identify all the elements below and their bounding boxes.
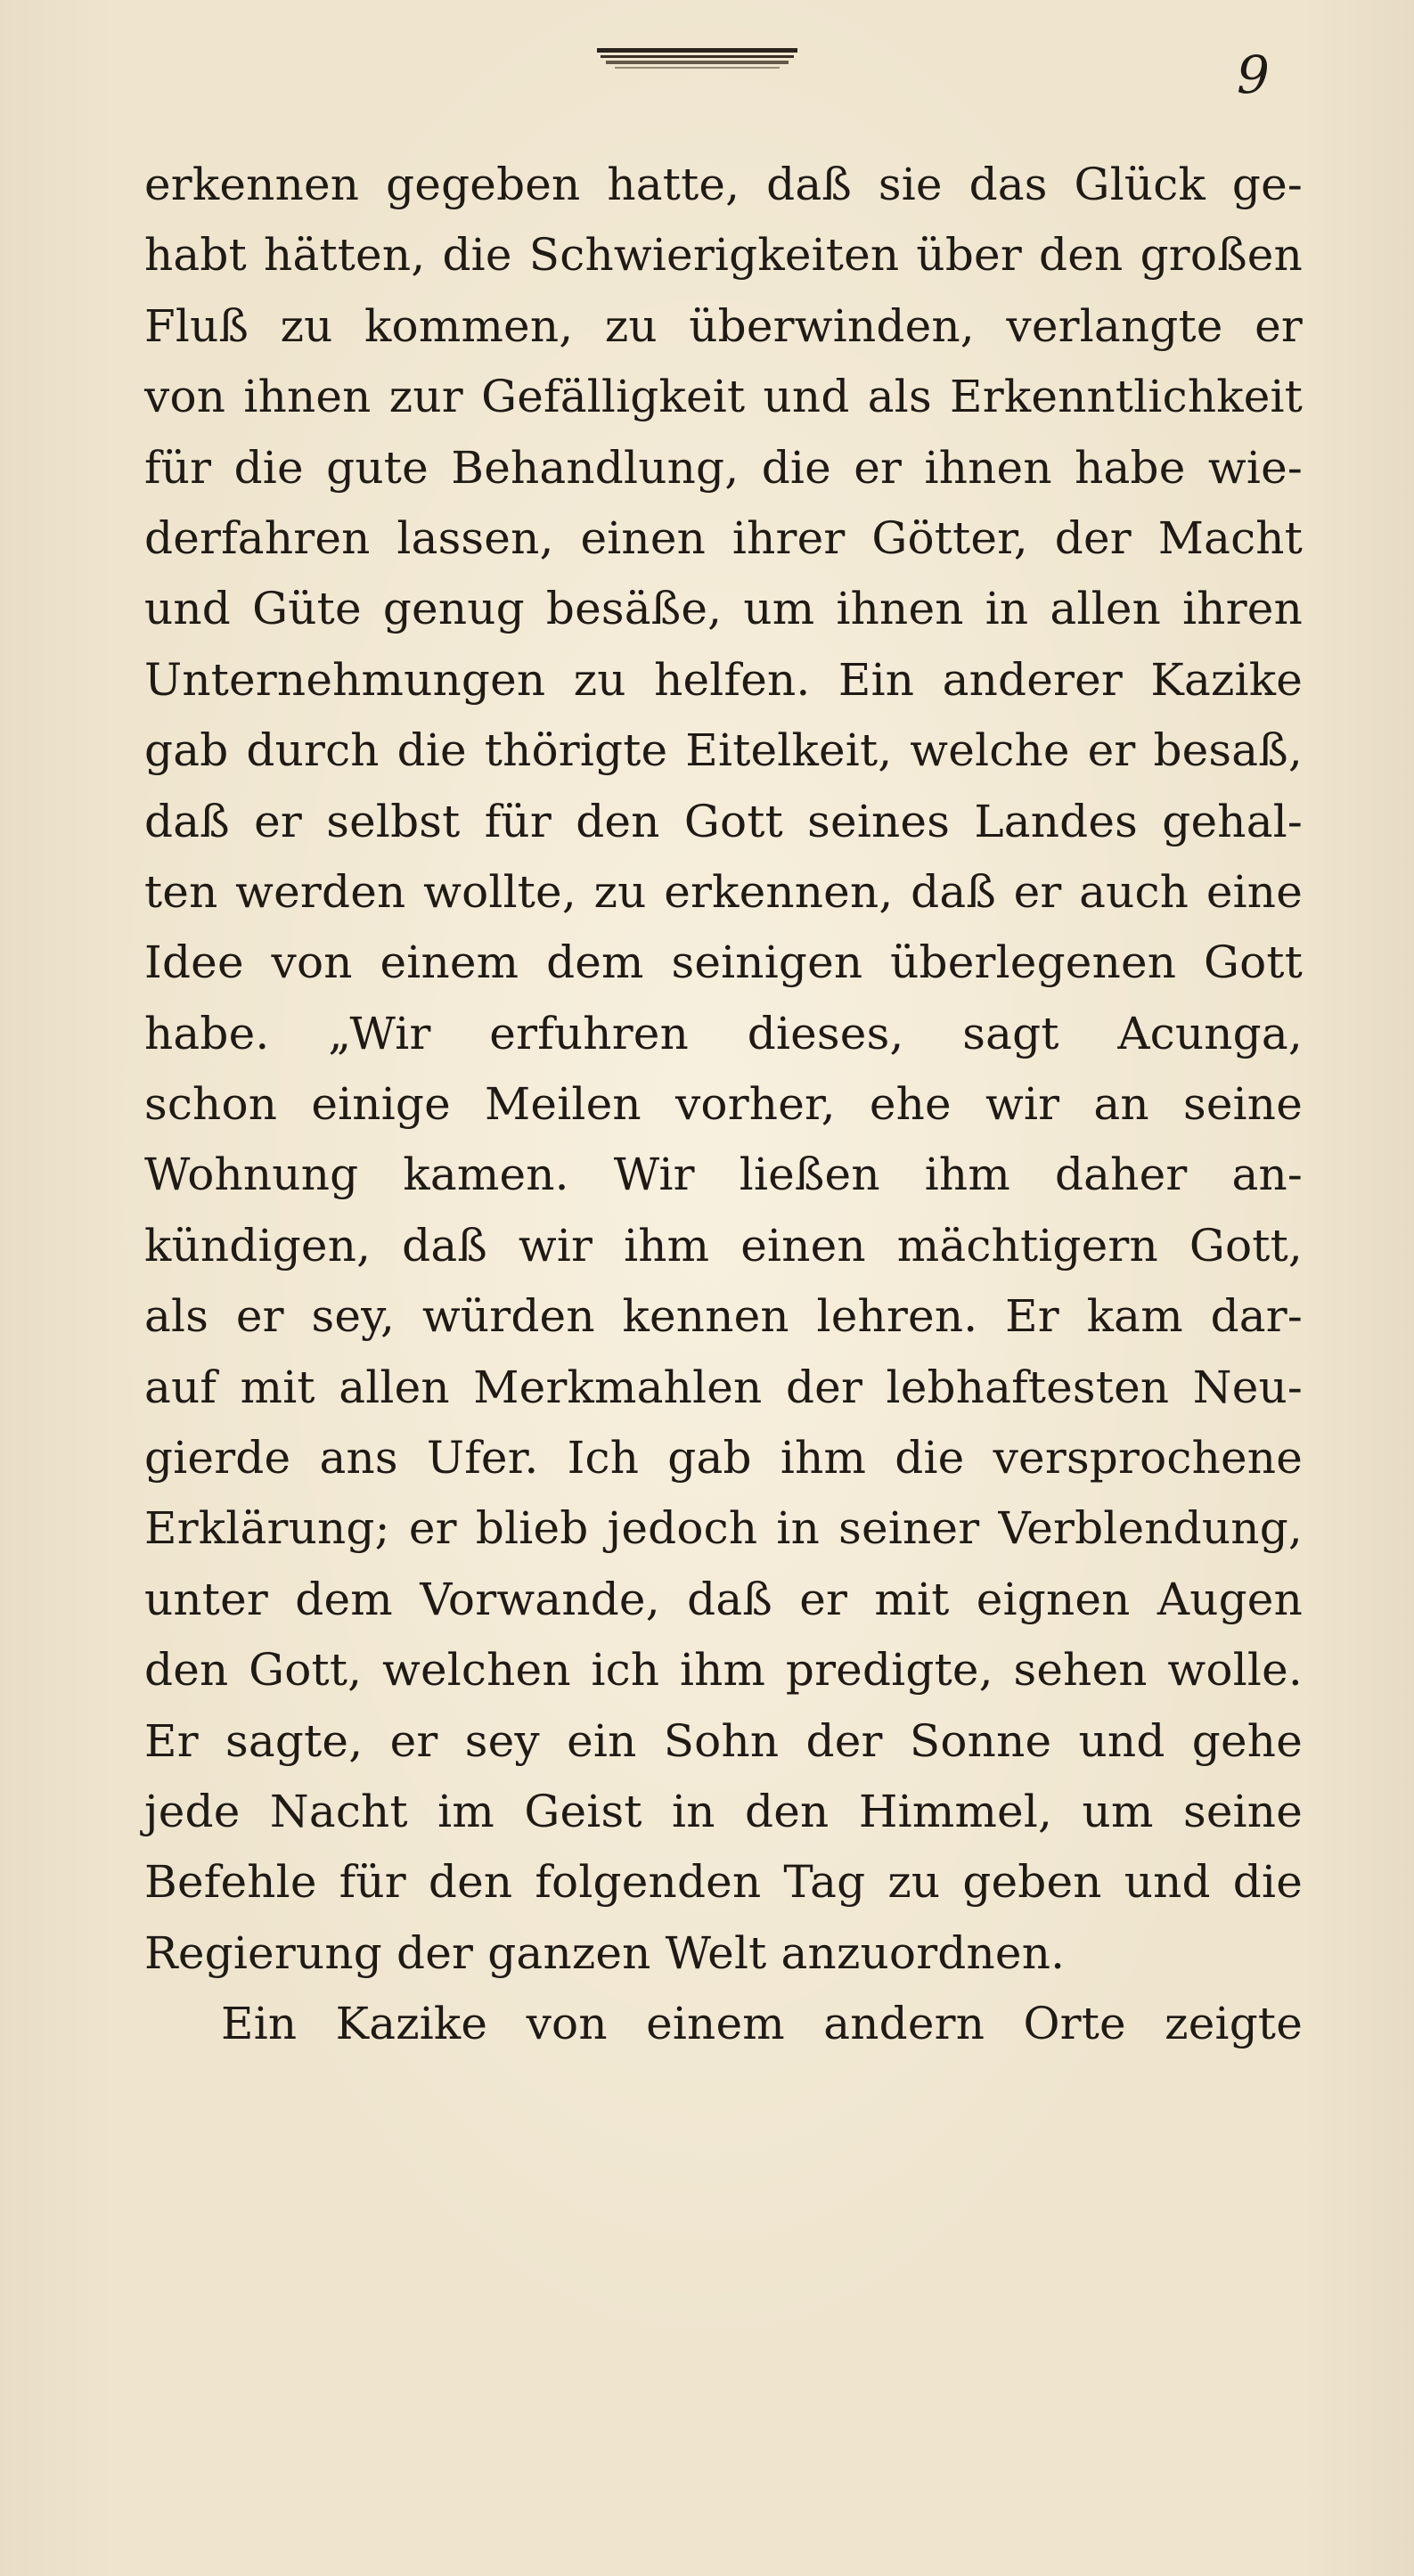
text-line: Wohnung kamen. Wir ließen ihm daher an- bbox=[144, 1149, 1303, 1201]
text-line: schon einige Meilen vorher, ehe wir an seine bbox=[144, 1078, 1303, 1131]
body-text bbox=[144, 150, 1303, 2060]
text-line: gab durch die thörigte Eitelkeit, welche er besaß, bbox=[144, 724, 1303, 777]
text-line: ten werden wollte, zu erkennen, daß er auch eine bbox=[144, 865, 1303, 918]
text-line: auf mit allen Merkmahlen der lebhaftesten Neu- bbox=[144, 1361, 1303, 1413]
text-line: daß er selbst für den Gott seines Landes gehal- bbox=[144, 795, 1303, 847]
text-line: habt hätten, die Schwierigkeiten über den großen bbox=[144, 229, 1303, 282]
text-line: erkennen gegeben hatte, daß sie das Glück ge- bbox=[144, 159, 1303, 210]
text-line: für die gute Behandlung, die er ihnen habe wie- bbox=[144, 441, 1303, 494]
text-line: Regierung der ganzen Welt anzuordnen. bbox=[144, 1926, 1066, 1979]
text-line: Fluß zu kommen, zu überwinden, verlangte er bbox=[144, 299, 1303, 352]
text-line: den Gott, welchen ich ihm predigte, sehen wolle. bbox=[144, 1644, 1303, 1697]
text-line: Befehle für den folgenden Tag zu geben und die bbox=[144, 1856, 1303, 1909]
text-line: jede Nacht im Geist in den Himmel, um seine bbox=[144, 1785, 1303, 1837]
text-line: derfahren lassen, einen ihrer Götter, der Macht bbox=[144, 511, 1303, 564]
text-line: Ein Kazike von einem andern Orte zeigte bbox=[221, 1998, 1303, 2050]
text-line: unter dem Vorwande, daß er mit eignen Augen bbox=[144, 1573, 1303, 1625]
text-line: Erklärung; er blieb jedoch in seiner Verblendung, bbox=[144, 1502, 1303, 1555]
text-line: habe. „Wir erfuhren dieses, sagt Acunga, bbox=[144, 1007, 1303, 1059]
header-ornament bbox=[597, 43, 797, 75]
text-line: Unternehmungen zu helfen. Ein anderer Kazike bbox=[144, 653, 1303, 706]
text-line: gierde ans Ufer. Ich gab ihm die versprochene bbox=[144, 1432, 1303, 1484]
text-line: als er sey, würden kennen lehren. Er kam dar- bbox=[144, 1290, 1303, 1343]
text-line: Er sagte, er sey ein Sohn der Sonne und gehe bbox=[144, 1714, 1303, 1767]
text-line: von ihnen zur Gefälligkeit und als Erkenntlichkeit bbox=[144, 371, 1303, 423]
paragraph-2 bbox=[144, 1989, 1303, 2059]
text-line: kündigen, daß wir ihm einen mächtigern Gott, bbox=[144, 1219, 1303, 1272]
text-line: und Güte genug besäße, um ihnen in allen ihren bbox=[144, 583, 1303, 635]
paragraph-1 bbox=[144, 150, 1303, 1989]
page-number: 9 bbox=[1237, 45, 1270, 105]
text-line: Idee von einem dem seinigen überlegenen Gott bbox=[144, 936, 1303, 989]
